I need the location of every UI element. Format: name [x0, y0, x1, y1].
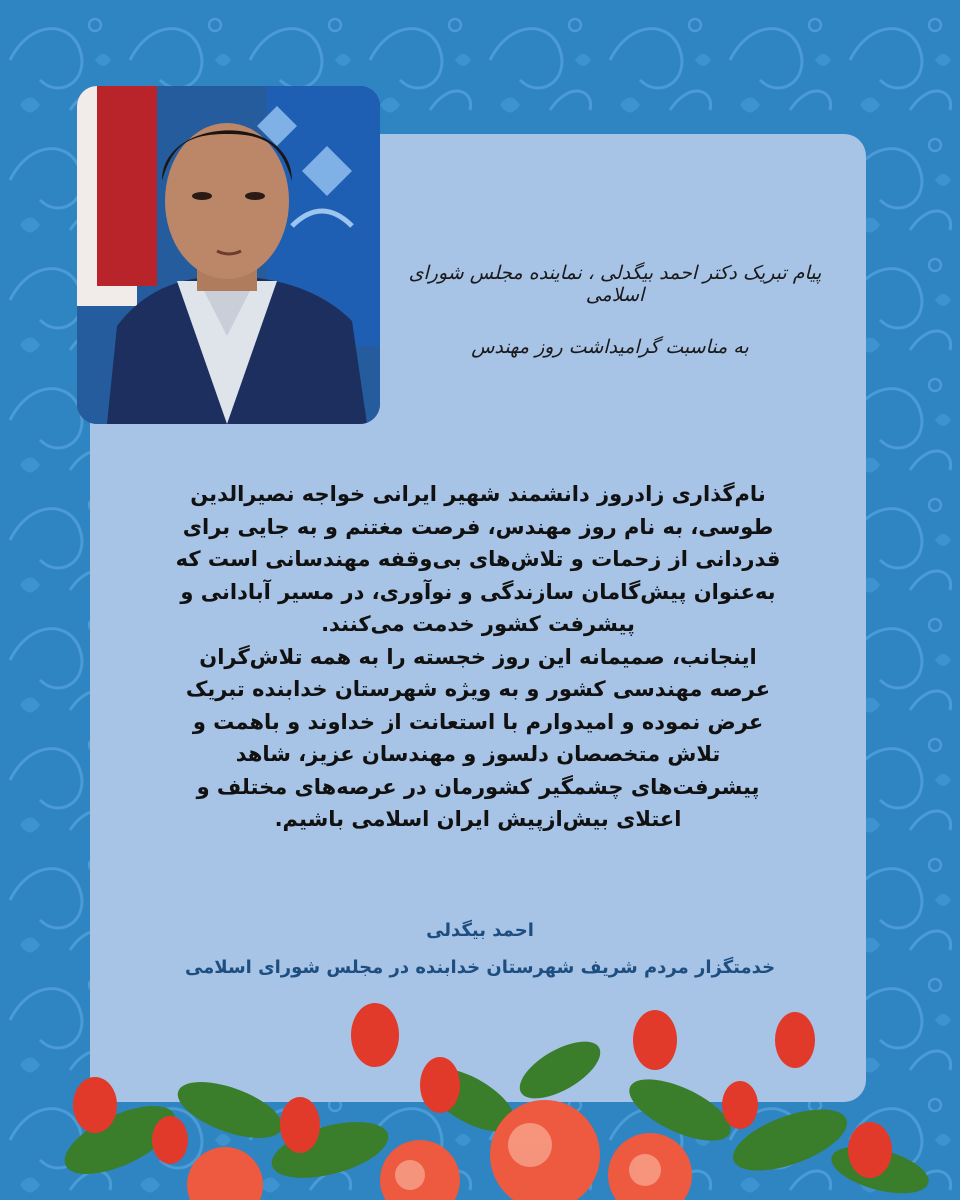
roses-decoration — [0, 990, 960, 1200]
signature-name: احمد بیگدلی — [426, 920, 534, 941]
message-paragraph-1: نام‌گذاری زادروز دانشمند شهیر ایرانی خواجه نصیرالدین طوسی، به نام روز مهندس، فرصت مغتنم و به جایی برای قدردانی از زحمات و تلاش‌های بی‌وقفه مهندسانی است که به‌عنوان پیش‌گامان سازندگی و نوآوری، در مسیر آبادانی و پیشرفت کشور خدمت می‌کنند. — [175, 482, 781, 636]
portrait-photo — [77, 86, 380, 424]
heading-line-2: به مناسبت گرامیداشت روز مهندس — [471, 336, 749, 358]
heading-line-1: پیام تبریک دکتر احمد بیگدلی ، نماینده مجلس شورای اسلامی — [408, 262, 822, 306]
message-body — [168, 478, 788, 836]
signature-title: خدمتگزار مردم شریف شهرستان خدابنده در مجلس شورای اسلامی — [184, 957, 776, 978]
message-paragraph-2: اینجانب، صمیمانه این روز خجسته را به همه تلاش‌گران عرصه مهندسی کشور و به ویژه شهرستان خدابنده تبریک عرض نموده و امیدوارم با استعانت از خداوند و باهمت و تلاش متخصصان دلسوز و مهندسان عزیز، شاهد پیشرفت‌های چشمگیر کشورمان در عرصه‌های مختلف و اعتلای بیش‌ازپیش ایران اسلامی باشیم. — [185, 644, 771, 831]
